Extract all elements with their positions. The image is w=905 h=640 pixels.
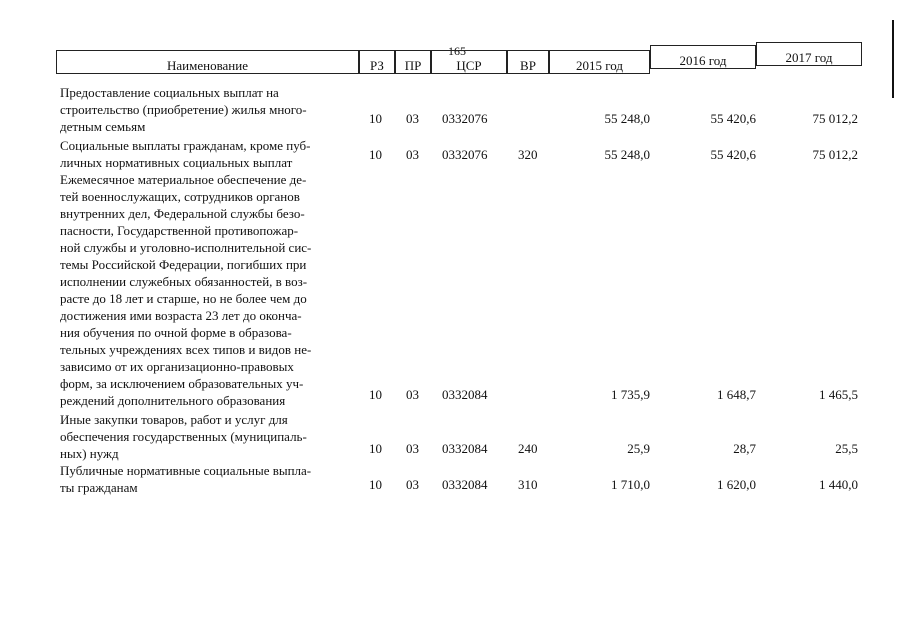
cell-y2016: 28,7	[733, 441, 756, 456]
row-name-line: пасности, Государственной противопожар-	[60, 223, 299, 238]
cell-y2017: 1 465,5	[819, 387, 858, 402]
cell-y2016: 55 420,6	[710, 147, 756, 162]
cell-rz: 10	[369, 111, 382, 126]
cell-y2015: 55 248,0	[604, 147, 650, 162]
row-name-line: строительство (приобретение) жилья много-	[60, 102, 307, 117]
row-name-line: Ежемесячное материальное обеспечение де-	[60, 172, 307, 187]
header-rz: РЗ	[359, 50, 395, 74]
cell-csr: 0332076	[442, 147, 488, 162]
cell-pr: 03	[406, 111, 419, 126]
header-2016: 2016 год	[650, 45, 756, 69]
header-name: Наименование	[56, 50, 359, 74]
cell-csr: 0332084	[442, 441, 488, 456]
cell-y2017: 25,5	[835, 441, 858, 456]
cell-rz: 10	[369, 441, 382, 456]
margin-bar	[892, 20, 894, 98]
row-name	[60, 84, 360, 135]
row-name-line: внутренних дел, Федеральной службы безо-	[60, 206, 305, 221]
cell-y2015: 55 248,0	[604, 111, 650, 126]
cell-y2015: 1 710,0	[611, 477, 650, 492]
row-name	[60, 137, 360, 171]
cell-y2016: 55 420,6	[710, 111, 756, 126]
row-name-line: ния обучения по очной форме в образова-	[60, 325, 292, 340]
header-vr: ВР	[507, 50, 549, 74]
cell-y2015: 1 735,9	[611, 387, 650, 402]
row-name	[60, 411, 360, 462]
row-name-line: форм, за исключением образовательных уч-	[60, 376, 304, 391]
row-name-line: ной службы и уголовно-исполнительной сис-	[60, 240, 312, 255]
cell-vr: 240	[518, 441, 538, 456]
row-name-line: исполнении служебных обязанностей, в воз-	[60, 274, 308, 289]
cell-csr: 0332084	[442, 477, 488, 492]
cell-y2015: 25,9	[627, 441, 650, 456]
row-name-line: детным семьям	[60, 119, 146, 134]
header-pr: ПР	[395, 50, 431, 74]
cell-pr: 03	[406, 477, 419, 492]
cell-rz: 10	[369, 147, 382, 162]
cell-y2016: 1 620,0	[717, 477, 756, 492]
row-name-line: обеспечения государственных (муниципаль-	[60, 429, 307, 444]
cell-y2017: 1 440,0	[819, 477, 858, 492]
row-name-line: расте до 18 лет и старше, но не более чем до	[60, 291, 307, 306]
table-header	[56, 50, 862, 76]
row-name-line: Иные закупки товаров, работ и услуг для	[60, 412, 288, 427]
cell-y2017: 75 012,2	[812, 111, 858, 126]
cell-csr: 0332084	[442, 387, 488, 402]
cell-csr: 0332076	[442, 111, 488, 126]
row-name-line: зависимо от их организационно-правовых	[60, 359, 294, 374]
row-name-line: ных) нужд	[60, 446, 119, 461]
cell-rz: 10	[369, 477, 382, 492]
page-number: 165	[448, 44, 466, 58]
row-name-line: достижения ими возраста 23 лет до оконча-	[60, 308, 302, 323]
row-name-line: реждений дополнительного образования	[60, 393, 286, 408]
row-name-line: тей военнослужащих, сотрудников органов	[60, 189, 300, 204]
row-name-line: темы Российской Федерации, погибших при	[60, 257, 307, 272]
cell-y2017: 75 012,2	[812, 147, 858, 162]
row-name-line: личных нормативных социальных выплат	[60, 155, 293, 170]
cell-vr: 320	[518, 147, 538, 162]
row-name-line: тельных учреждениях всех типов и видов не-	[60, 342, 312, 357]
row-name	[60, 462, 360, 496]
cell-pr: 03	[406, 147, 419, 162]
cell-y2016: 1 648,7	[717, 387, 756, 402]
header-2017: 2017 год	[756, 42, 862, 66]
cell-pr: 03	[406, 441, 419, 456]
cell-rz: 10	[369, 387, 382, 402]
row-name-line: Социальные выплаты гражданам, кроме пуб-	[60, 138, 311, 153]
header-csr: ЦСР	[431, 50, 507, 74]
header-2015: 2015 год	[549, 50, 650, 74]
cell-pr: 03	[406, 387, 419, 402]
row-name-line: Публичные нормативные социальные выпла-	[60, 463, 312, 478]
row-name	[60, 171, 360, 409]
row-name-line: ты гражданам	[60, 480, 138, 495]
row-name-line: Предоставление социальных выплат на	[60, 85, 279, 100]
cell-vr: 310	[518, 477, 538, 492]
